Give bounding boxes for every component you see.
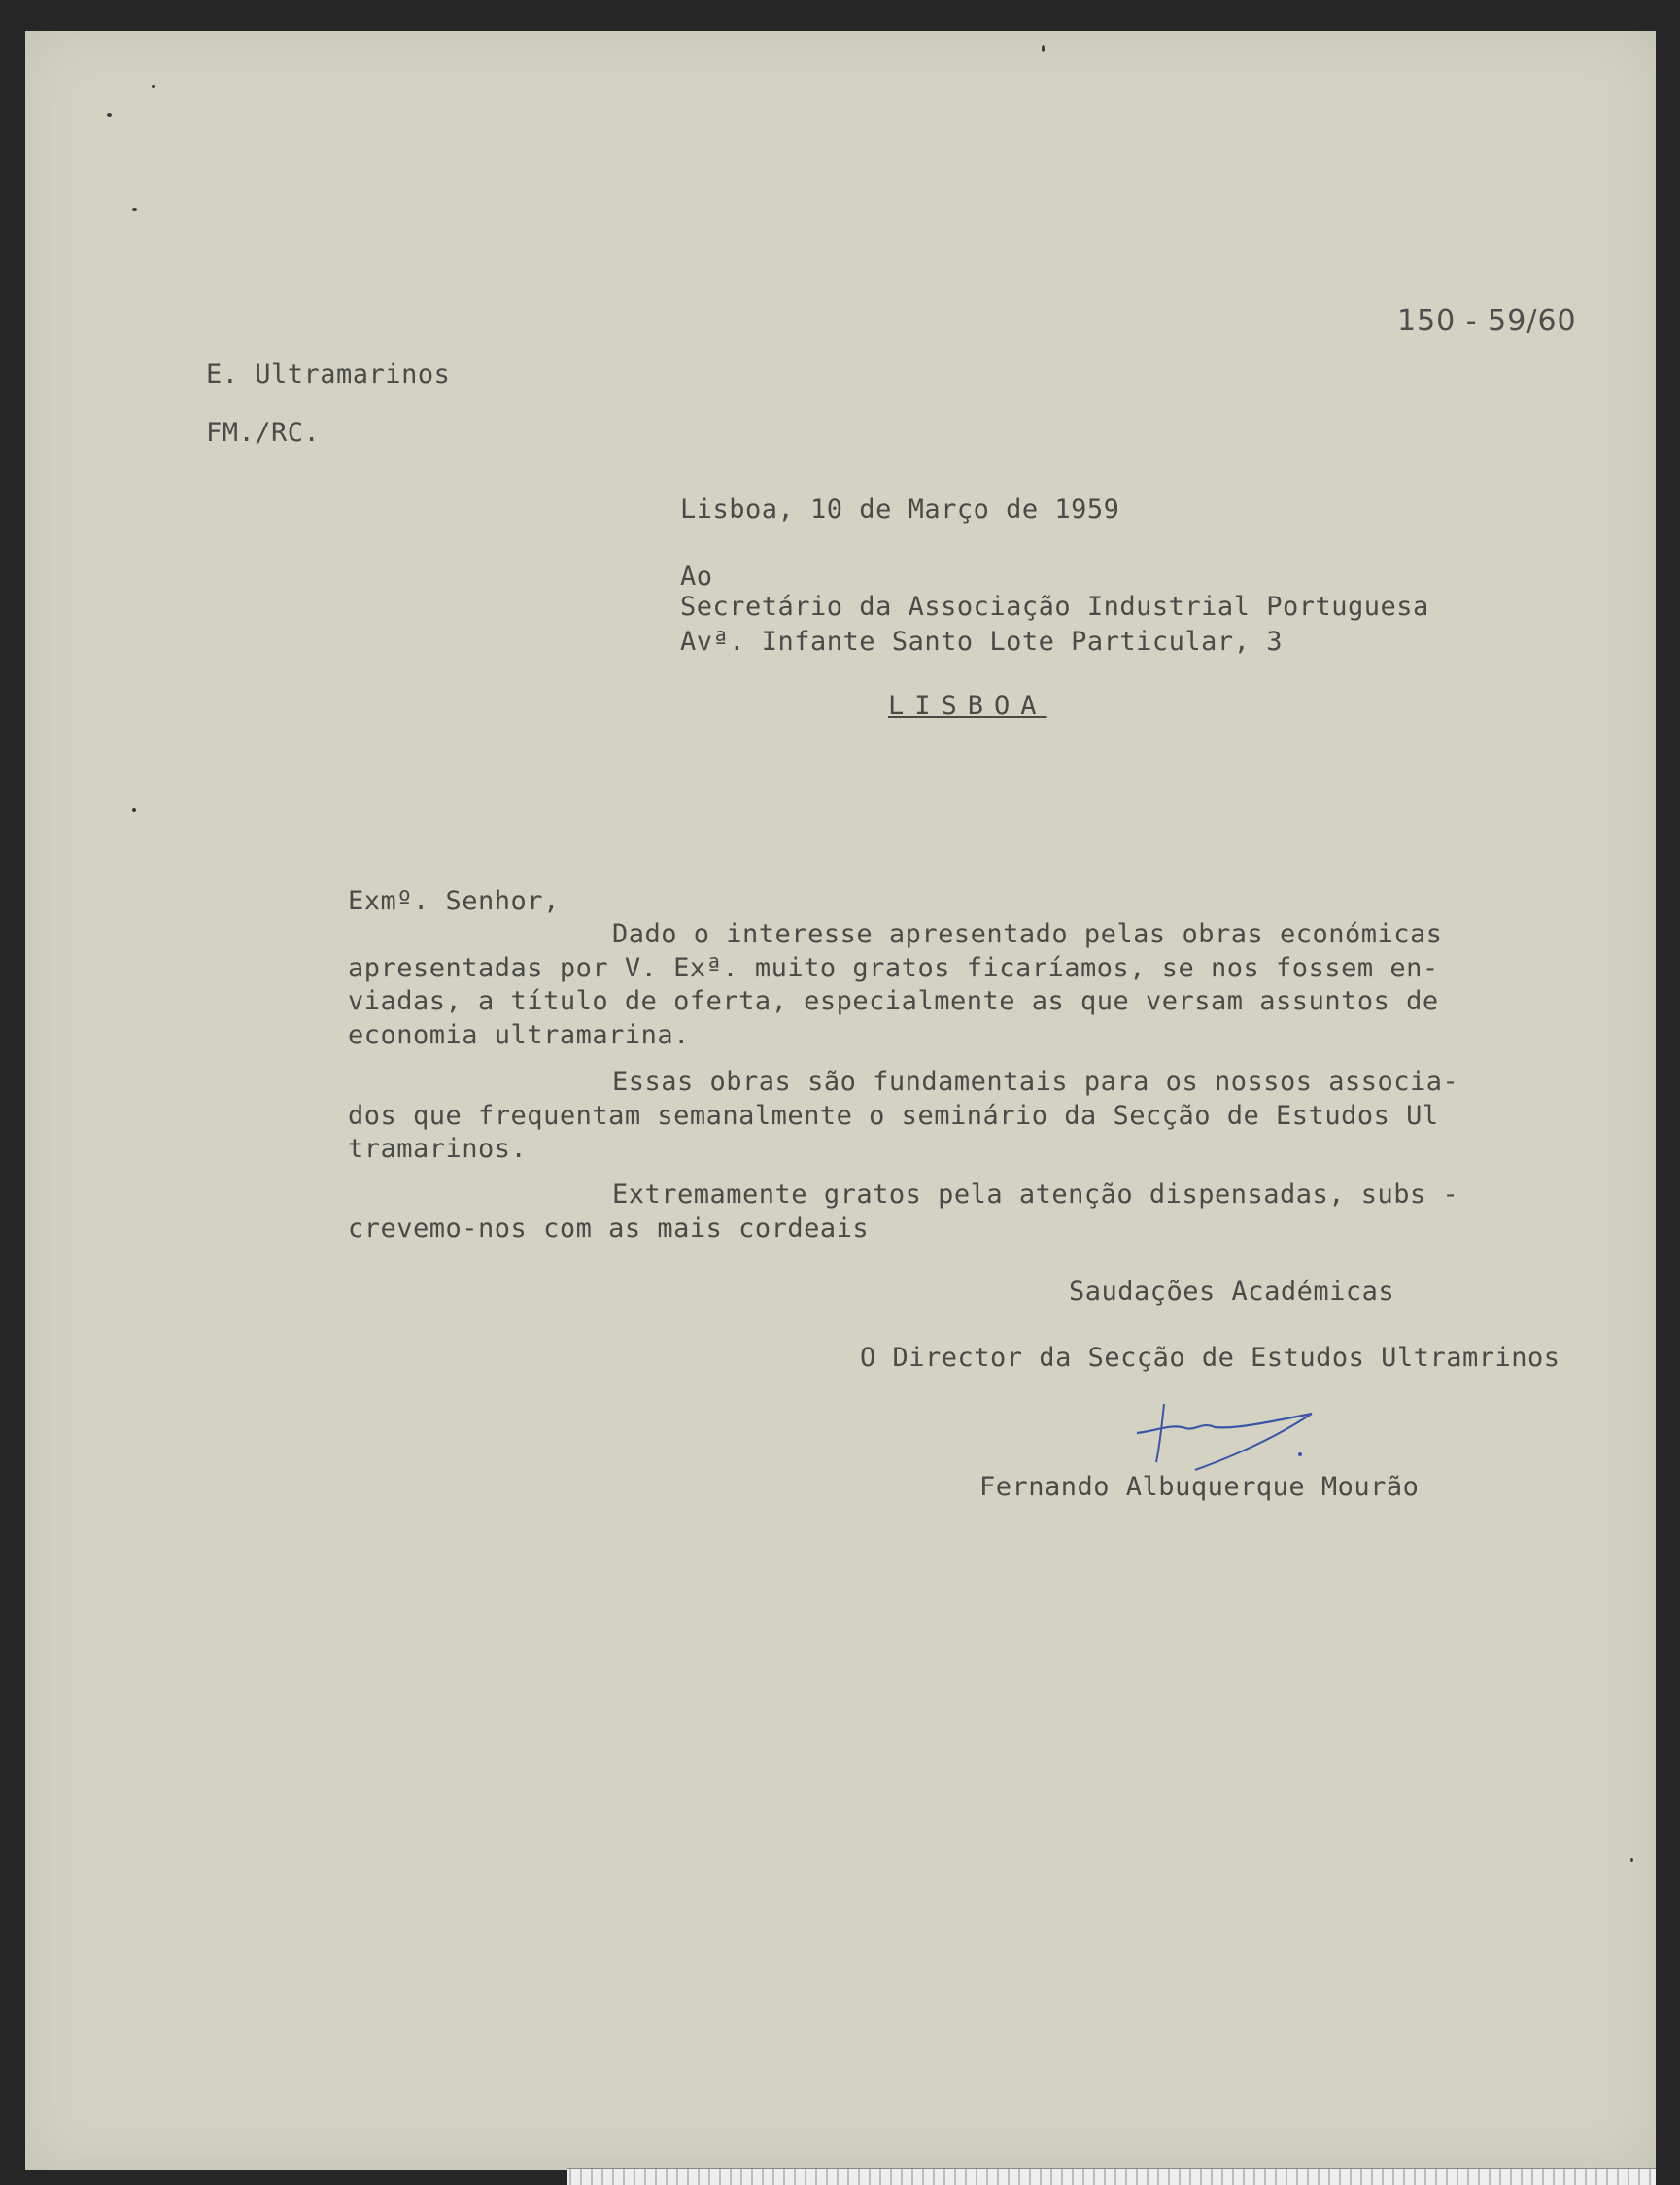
closing: Saudações Académicas [1069, 1277, 1395, 1307]
paper-speck [132, 208, 137, 211]
body-line: apresentadas por V. Exª. muito gratos ficaríamos, se nos fossem en- [348, 953, 1439, 983]
addressee-city: LISBOA [888, 691, 1047, 721]
sender-initials: FM./RC. [206, 418, 321, 448]
body-line: viadas, a título de oferta, especialmente as que versam assuntos de [348, 986, 1439, 1016]
paper-speck [1042, 45, 1045, 52]
body-line: dos que frequentam semanalmente o seminário da Secção de Estudos Ul [348, 1101, 1439, 1131]
salutation: Exmº. Senhor, [348, 886, 560, 916]
body-line: economia ultramarina. [348, 1020, 690, 1050]
signatory-title: O Director da Secção de Estudos Ultramrinos [860, 1343, 1560, 1373]
addressee-name: Secretário da Associação Industrial Portuguesa [680, 592, 1429, 622]
paper-speck [132, 808, 136, 812]
measurement-ruler [567, 2168, 1656, 2185]
reference-number: 150 - 59/60 [1397, 304, 1577, 338]
addressee-address: Avª. Infante Santo Lote Particular, 3 [680, 627, 1283, 657]
body-line: Dado o interesse apresentado pelas obras económicas [612, 919, 1443, 949]
sender-line-1: E. Ultramarinos [206, 359, 451, 390]
body-line: crevemo-nos com as mais cordeais [348, 1213, 870, 1244]
addressee-prefix: Ao [680, 562, 713, 592]
handwritten-signature [1127, 1394, 1321, 1482]
paper-speck [107, 113, 112, 117]
paper-speck [152, 85, 155, 88]
body-line: tramarinos. [348, 1134, 528, 1164]
body-line: Extremamente gratos pela atenção dispensadas, subs - [612, 1179, 1459, 1210]
paper-speck [1630, 1858, 1633, 1862]
body-line: Essas obras são fundamentais para os nossos associa- [612, 1067, 1459, 1097]
place-and-date: Lisboa, 10 de Março de 1959 [680, 495, 1120, 525]
signatory-name: Fernando Albuquerque Mourão [979, 1472, 1420, 1502]
